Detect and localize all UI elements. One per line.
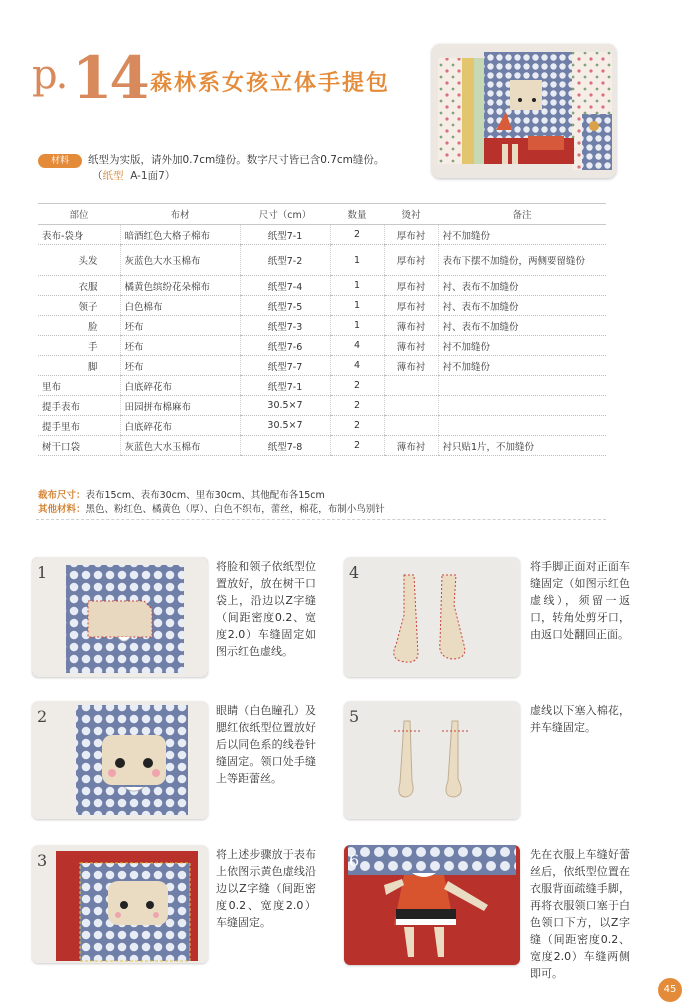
cell-quantity: 4 xyxy=(330,356,384,376)
cell-note: 衬不加缝份 xyxy=(438,356,606,376)
cell-interfacing: 薄布衬 xyxy=(384,356,438,376)
table-header-row xyxy=(38,204,606,225)
cell-size: 纸型7-2 xyxy=(240,245,330,276)
cell-interfacing xyxy=(384,376,438,396)
pattern-key: 纸型 xyxy=(102,170,124,182)
table-row xyxy=(38,436,606,456)
table-row xyxy=(38,396,606,416)
step-1-text: 将脸和领子依纸型位置放好，放在树干口袋上，沿边以Z字缝（间距密度0.2、宽度2.0）车缝固定如图示红色虚线。 xyxy=(216,560,316,658)
header-size: 尺寸（cm） xyxy=(240,204,330,225)
cell-part: 树干口袋 xyxy=(38,436,120,456)
cell-fabric: 坯布 xyxy=(120,336,240,356)
cell-quantity: 1 xyxy=(330,296,384,316)
project-number: 14 xyxy=(72,44,147,112)
cell-quantity: 2 xyxy=(330,396,384,416)
step-6-number: 6 xyxy=(349,851,360,870)
cell-part: 手 xyxy=(38,336,120,356)
cell-fabric: 坯布 xyxy=(120,316,240,336)
cell-fabric: 白底碎花布 xyxy=(120,416,240,436)
cutting-size-label: 裁布尺寸： xyxy=(38,490,86,501)
materials-table xyxy=(38,203,606,456)
cell-note xyxy=(438,396,606,416)
step-2-number: 2 xyxy=(37,707,48,726)
pattern-reference: （纸型 A-1面7） xyxy=(92,170,176,182)
cell-quantity: 4 xyxy=(330,336,384,356)
step-4-photo xyxy=(344,557,520,677)
cell-fabric: 白底碎花布 xyxy=(120,376,240,396)
cell-fabric: 灰蓝色大水玉棉布 xyxy=(120,436,240,456)
pattern-value: A-1面7 xyxy=(130,170,165,182)
cell-note xyxy=(438,416,606,436)
step-1-number: 1 xyxy=(37,563,48,582)
step-4-text: 将手脚正面对正面车缝固定（如图示红色虚线），须留一返口，转角处剪牙口，由返口处翻回正面。 xyxy=(530,560,630,641)
step-6-text: 先在衣服上车缝好蕾丝后，依纸型位置在衣服背面疏缝手脚，再将衣服领口塞于白色领口下方，以Z字缝（间距密度0.2、宽度2.0）车缝两侧即可。 xyxy=(530,848,630,980)
cell-part: 脸 xyxy=(38,316,120,336)
table-row xyxy=(38,296,606,316)
header-interfacing: 烫衬 xyxy=(384,204,438,225)
cell-note: 衬、表布不加缝份 xyxy=(438,296,606,316)
cell-note: 衬不加缝份 xyxy=(438,336,606,356)
header-notes: 备注 xyxy=(438,204,606,225)
cell-note: 衬、表布不加缝份 xyxy=(438,316,606,336)
materials-note: 纸型为实版，请外加0.7cm缝份。数字尺寸皆已含0.7cm缝份。 xyxy=(88,154,385,166)
header-fabric: 布材 xyxy=(120,204,240,225)
step-5-photo xyxy=(344,701,520,819)
step-3-photo xyxy=(32,845,208,963)
step-6-photo xyxy=(344,845,520,965)
cell-part: 提手里布 xyxy=(38,416,120,436)
cell-part: 提手表布 xyxy=(38,396,120,416)
materials-badge: 材料 xyxy=(38,154,82,168)
cell-size: 纸型7-3 xyxy=(240,316,330,336)
table-row xyxy=(38,356,606,376)
cell-fabric: 灰蓝色大水玉棉布 xyxy=(120,245,240,276)
step-2-photo xyxy=(32,701,208,819)
cell-interfacing xyxy=(384,416,438,436)
cell-quantity: 2 xyxy=(330,436,384,456)
other-materials-label: 其他材料： xyxy=(38,504,86,515)
step-5-number: 5 xyxy=(349,707,360,726)
cell-quantity: 2 xyxy=(330,416,384,436)
other-materials-text: 黑色、粉红色、橘黄色（厚）、白色不织布，蕾丝，棉花，布制小鸟别针 xyxy=(85,504,385,515)
step-1-photo xyxy=(32,557,208,677)
table-row xyxy=(38,225,606,245)
cell-interfacing: 厚布衬 xyxy=(384,225,438,245)
step-4-number: 4 xyxy=(349,563,360,582)
cell-part: 领子 xyxy=(38,296,120,316)
section-divider xyxy=(36,519,606,520)
page-prefix: p. xyxy=(32,52,67,98)
cell-size: 纸型7-1 xyxy=(240,376,330,396)
cell-note: 衬、表布不加缝份 xyxy=(438,276,606,296)
cell-size: 纸型7-6 xyxy=(240,336,330,356)
cell-part: 衣服 xyxy=(38,276,120,296)
cell-interfacing: 薄布衬 xyxy=(384,316,438,336)
cell-interfacing: 厚布衬 xyxy=(384,245,438,276)
header-quantity: 数量 xyxy=(330,204,384,225)
table-row xyxy=(38,245,606,276)
cell-size: 纸型7-8 xyxy=(240,436,330,456)
cell-quantity: 1 xyxy=(330,316,384,336)
cell-fabric: 白色棉布 xyxy=(120,296,240,316)
cell-size: 纸型7-7 xyxy=(240,356,330,376)
cell-interfacing xyxy=(384,396,438,416)
cell-fabric: 田园拼布棉麻布 xyxy=(120,396,240,416)
cell-part: 脚 xyxy=(38,356,120,376)
cell-interfacing: 厚布衬 xyxy=(384,296,438,316)
other-materials-line xyxy=(38,501,385,515)
cell-note: 衬不加缝份 xyxy=(438,225,606,245)
cell-note: 衬只贴1片，不加缝份 xyxy=(438,436,606,456)
cell-quantity: 1 xyxy=(330,276,384,296)
cutting-size-line xyxy=(38,487,325,501)
table-row xyxy=(38,376,606,396)
cell-part: 表布-袋身 xyxy=(38,225,120,245)
finished-bag-photo xyxy=(432,44,616,178)
cell-interfacing: 厚布衬 xyxy=(384,276,438,296)
step-3-number: 3 xyxy=(37,851,48,870)
cell-note xyxy=(438,376,606,396)
page-number-badge: 45 xyxy=(658,978,682,1002)
table-row xyxy=(38,276,606,296)
cell-size: 纸型7-1 xyxy=(240,225,330,245)
cell-fabric: 坯布 xyxy=(120,356,240,376)
cell-quantity: 1 xyxy=(330,245,384,276)
step-5-text: 虚线以下塞入棉花，并车缝固定。 xyxy=(530,704,630,734)
cell-part: 头发 xyxy=(38,245,120,276)
cell-size: 纸型7-5 xyxy=(240,296,330,316)
cutting-size-text: 表布15cm、表布30cm、里布30cm、其他配布各15cm xyxy=(85,490,325,501)
cell-size: 30.5×7 xyxy=(240,416,330,436)
step-2-text: 眼睛（白色瞳孔）及腮红依纸型位置放好后以同色系的线卷针缝固定。领口处手缝上等距蕾丝。 xyxy=(216,704,316,785)
header-part: 部位 xyxy=(38,204,120,225)
cell-size: 30.5×7 xyxy=(240,396,330,416)
cell-note: 表布下摆不加缝份，两侧要留缝份 xyxy=(438,245,606,276)
cell-size: 纸型7-4 xyxy=(240,276,330,296)
table-row xyxy=(38,416,606,436)
cell-interfacing: 薄布衬 xyxy=(384,436,438,456)
cell-part: 里布 xyxy=(38,376,120,396)
table-row xyxy=(38,336,606,356)
cell-quantity: 2 xyxy=(330,225,384,245)
step-3-text: 将上述步骤放于表布上依图示黄色虚线沿边以Z字缝（间距密度0.2、宽度2.0）车缝固定。 xyxy=(216,848,316,929)
cell-fabric: 暗酒红色大格子棉布 xyxy=(120,225,240,245)
table-row xyxy=(38,316,606,336)
cell-fabric: 橘黄色缤纷花朵棉布 xyxy=(120,276,240,296)
cell-quantity: 2 xyxy=(330,376,384,396)
cell-interfacing: 薄布衬 xyxy=(384,336,438,356)
page-title: 森林系女孩立体手提包 xyxy=(150,71,391,96)
